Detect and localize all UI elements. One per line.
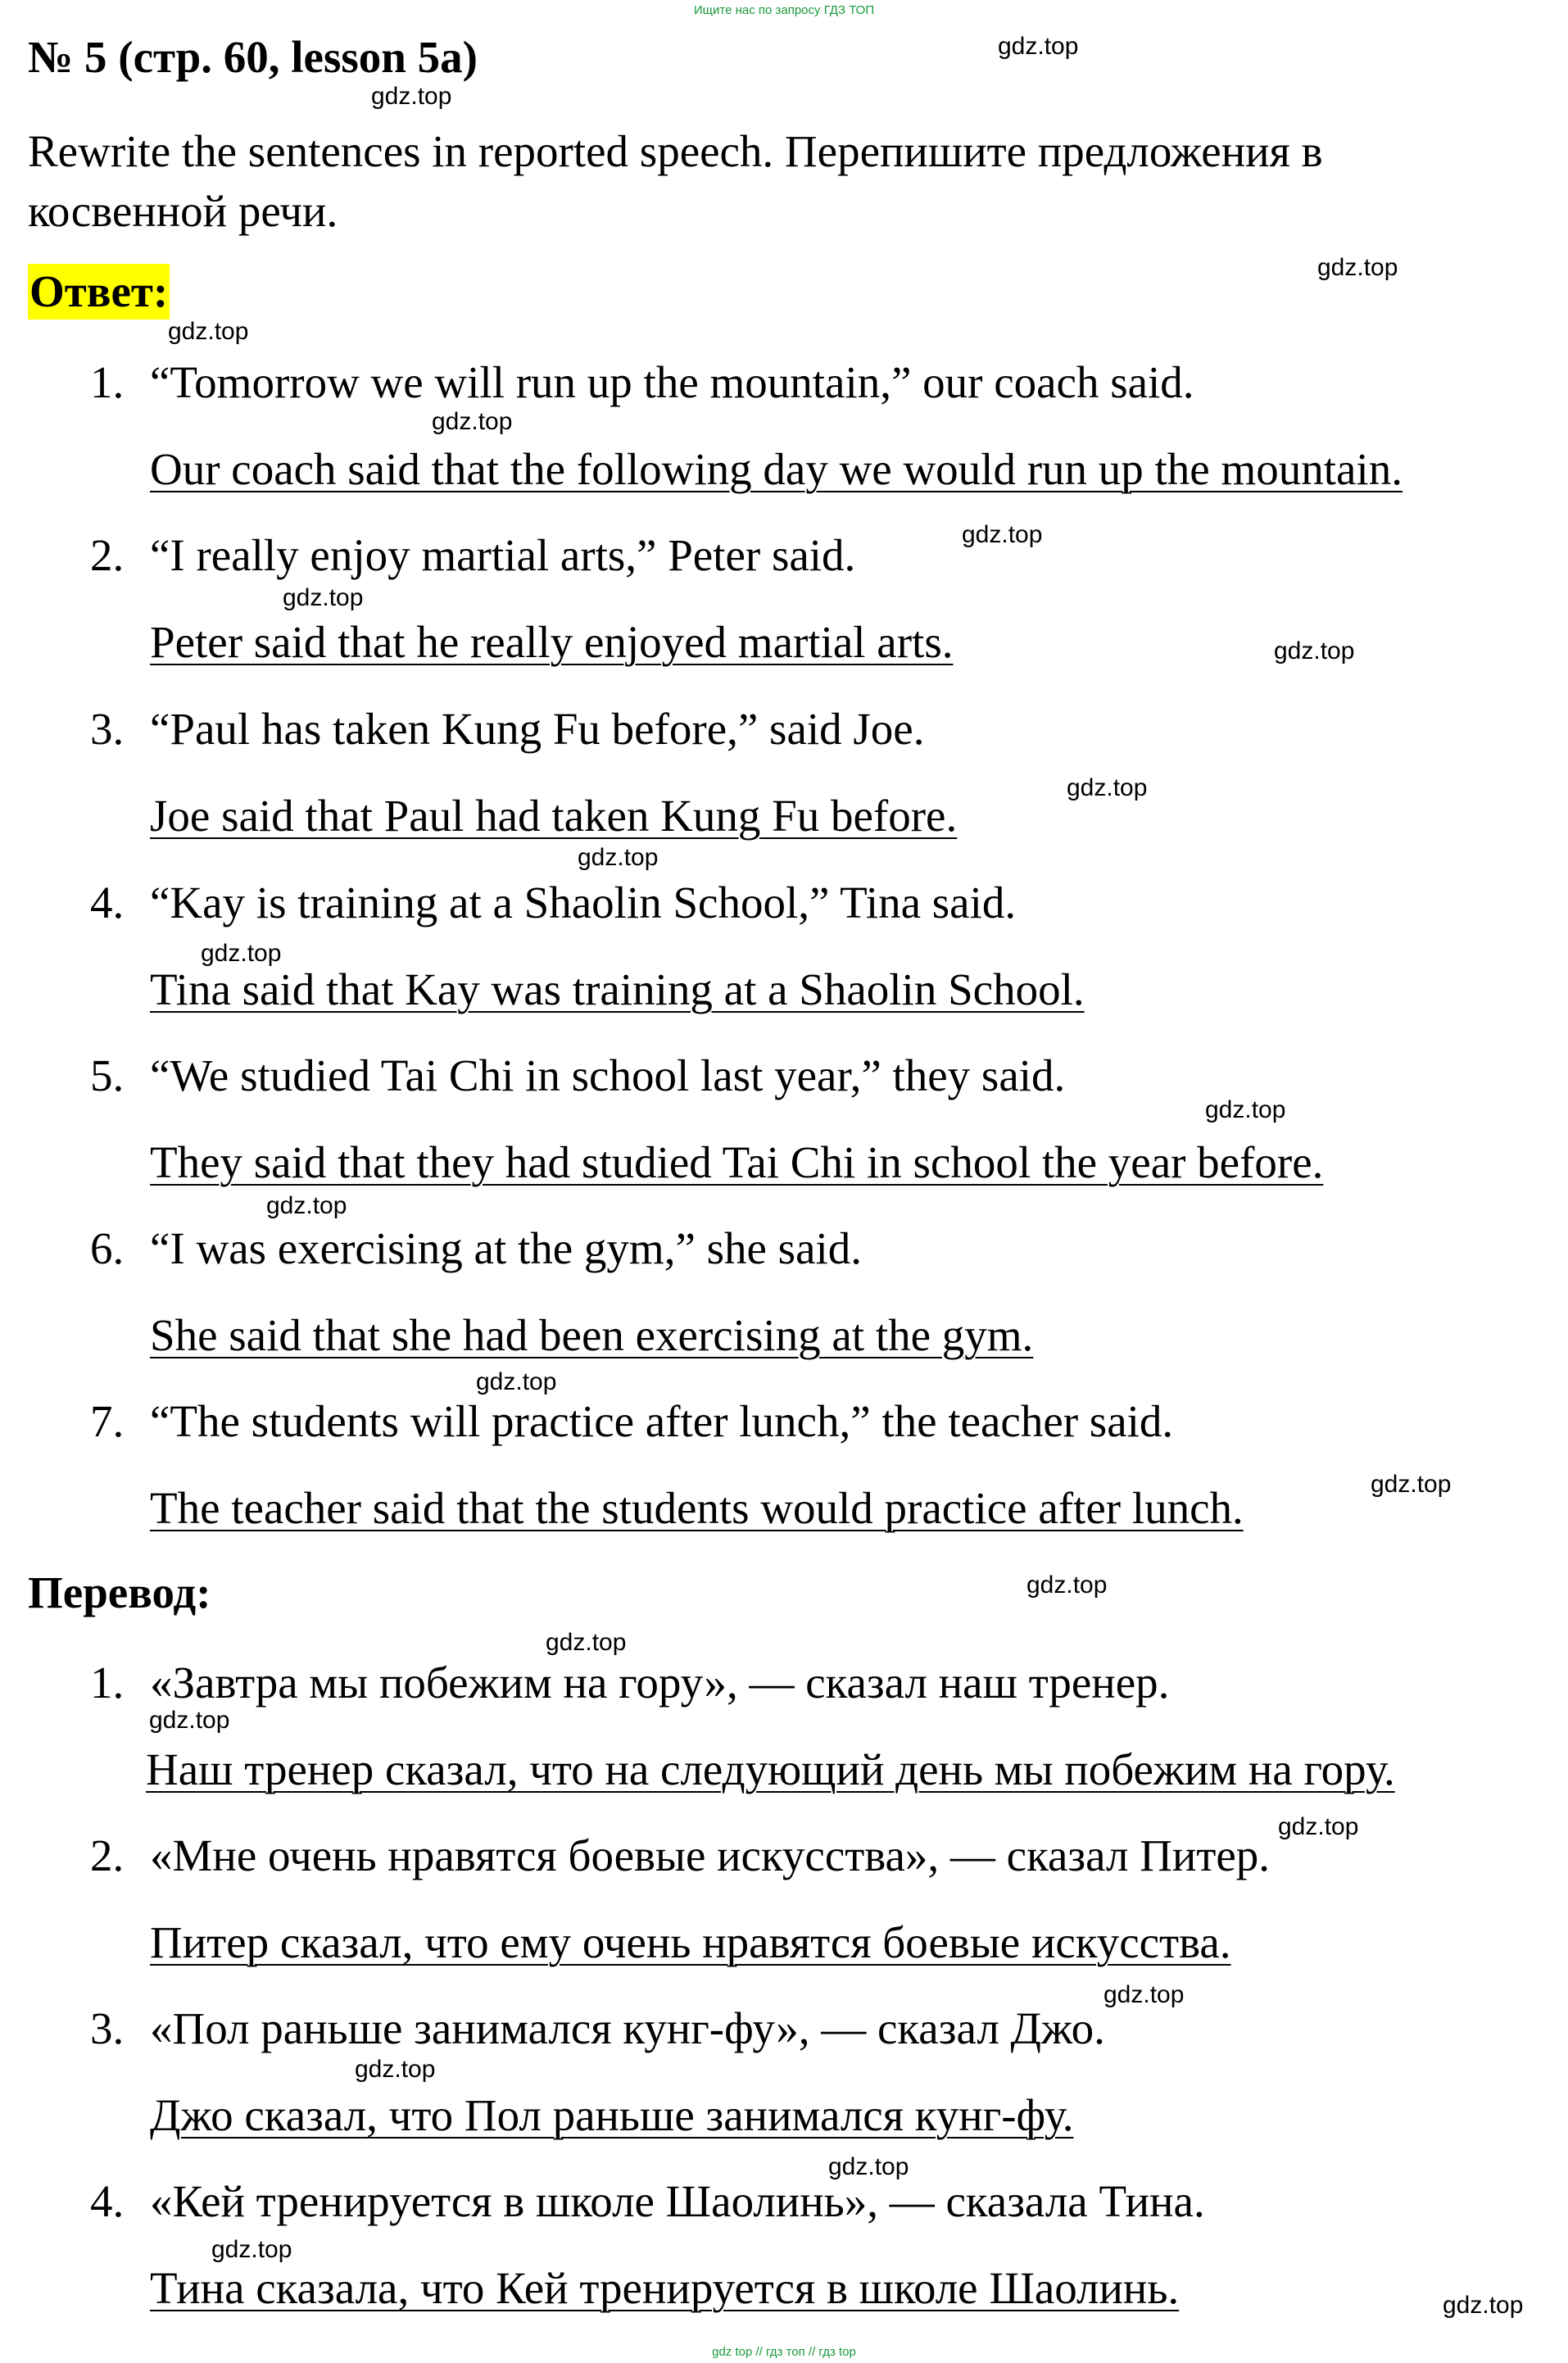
watermark: gdz.top — [1274, 637, 1355, 664]
watermark: gdz.top — [432, 408, 513, 435]
answer-number: 7. — [90, 1396, 125, 1446]
translation-number: 2. — [90, 1830, 125, 1880]
translation-reported: Джо сказал, что Пол раньше занимался кунг-фу. — [150, 2090, 1074, 2140]
watermark: gdz.top — [283, 584, 364, 611]
answer-heading: Ответ: — [28, 264, 170, 320]
watermark: gdz.top — [201, 940, 282, 967]
watermark: gdz.top — [1278, 1813, 1359, 1840]
watermark: gdz.top — [355, 2056, 436, 2083]
answer-number: 6. — [90, 1223, 125, 1273]
answer-reported: They said that they had studied Tai Chi in school the year before. — [150, 1137, 1324, 1187]
translation-reported: Наш тренер сказал, что на следующий день мы побежим на гору. — [146, 1744, 1395, 1794]
watermark: gdz.top — [998, 33, 1079, 60]
answer-reported: Joe said that Paul had taken Kung Fu before. — [150, 791, 958, 841]
answer-reported: The teacher said that the students would practice after lunch. — [150, 1483, 1244, 1533]
watermark: gdz.top — [1443, 2292, 1524, 2319]
watermark: gdz.top — [1205, 1096, 1286, 1123]
top-banner: Ищите нас по запросу ГДЗ ТОП — [693, 3, 875, 17]
translation-heading: Перевод: — [28, 1567, 211, 1617]
answer-number: 4. — [90, 878, 125, 928]
answer-number: 1. — [90, 357, 125, 407]
translation-number: 1. — [90, 1658, 125, 1708]
answer-reported: Peter said that he really enjoyed martial arts. — [150, 617, 954, 667]
translation-reported: Питер сказал, что ему очень нравятся боевые искусства. — [150, 1917, 1231, 1967]
watermark: gdz.top — [828, 2153, 909, 2180]
watermark: gdz.top — [1067, 774, 1148, 801]
translation-sentence: «Пол раньше занимался кунг-фу», — сказал Джо. — [150, 2003, 1105, 2053]
watermark: gdz.top — [266, 1192, 347, 1219]
task-instructions: Rewrite the sentences in reported speech. Перепишите предложения в косвенной речи. — [28, 126, 1323, 236]
footer-watermark: gdz top // гдз топ // гдз top — [712, 2345, 856, 2359]
watermark: gdz.top — [1026, 1572, 1108, 1599]
watermark: gdz.top — [578, 844, 659, 871]
answer-sentence: “I was exercising at the gym,” she said. — [150, 1223, 863, 1273]
watermark: gdz.top — [1371, 1471, 1452, 1498]
answer-reported: Our coach said that the following day we would run up the mountain. — [150, 444, 1403, 494]
watermark: gdz.top — [476, 1368, 557, 1395]
translation-number: 4. — [90, 2176, 125, 2226]
answer-reported: Tina said that Kay was training at a Shaolin School. — [150, 964, 1085, 1014]
page-title: № 5 (стр. 60, lesson 5a) — [28, 32, 478, 82]
answer-number: 5. — [90, 1050, 125, 1100]
watermark: gdz.top — [1103, 1981, 1185, 2008]
watermark: gdz.top — [168, 318, 249, 345]
watermark: gdz.top — [1317, 254, 1398, 281]
translation-number: 3. — [90, 2003, 125, 2053]
answer-sentence: “Kay is training at a Shaolin School,” Tina said. — [150, 878, 1017, 928]
answer-sentence: “The students will practice after lunch,” the teacher said. — [150, 1396, 1174, 1446]
watermark: gdz.top — [962, 521, 1043, 548]
watermark: gdz.top — [546, 1629, 627, 1656]
translation-reported: Тина сказала, что Кей тренируется в школе Шаолинь. — [150, 2263, 1180, 2313]
translation-sentence: «Мне очень нравятся боевые искусства», — сказал Питер. — [150, 1830, 1271, 1880]
watermark: gdz.top — [211, 2236, 292, 2263]
translation-sentence: «Завтра мы побежим на гору», — сказал наш тренер. — [150, 1658, 1170, 1708]
answer-sentence: “I really enjoy martial arts,” Peter said. — [150, 530, 856, 580]
answer-number: 3. — [90, 704, 125, 754]
answer-sentence: “Tomorrow we will run up the mountain,” our coach said. — [150, 357, 1194, 407]
answer-sentence: “We studied Tai Chi in school last year,” they said. — [150, 1050, 1066, 1100]
watermark: gdz.top — [371, 83, 452, 110]
watermark: gdz.top — [149, 1707, 230, 1734]
translation-sentence: «Кей тренируется в школе Шаолинь», — сказала Тина. — [150, 2176, 1205, 2226]
answer-sentence: “Paul has taken Kung Fu before,” said Joe. — [150, 704, 925, 754]
answer-reported: She said that she had been exercising at the gym. — [150, 1310, 1034, 1360]
answer-number: 2. — [90, 530, 125, 580]
